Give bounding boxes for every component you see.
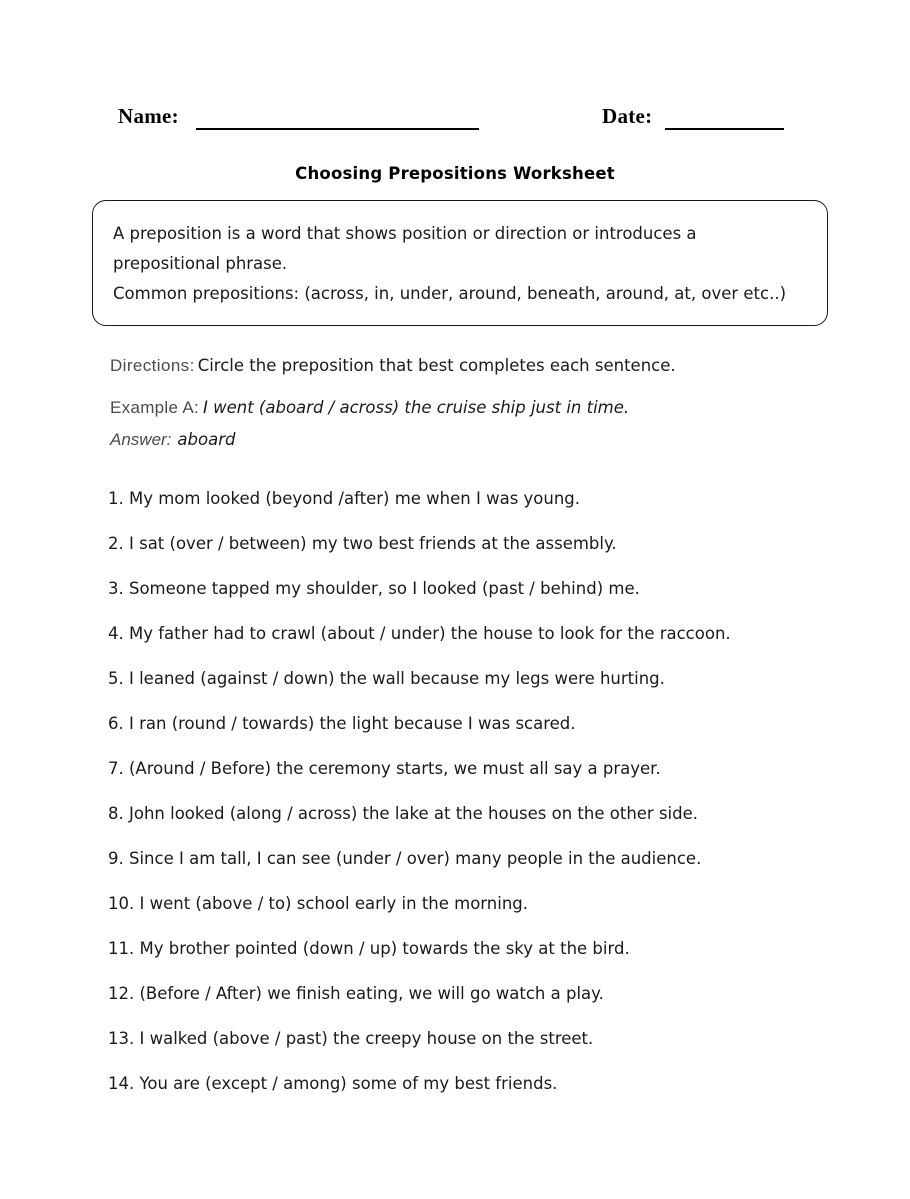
header-row [0,104,910,136]
name-blank-line[interactable] [196,128,479,130]
list-item: 12. (Before / After) we finish eating, we will go watch a play. [108,984,604,1003]
definition-line-1: A preposition is a word that shows position or direction or introduces a [113,224,697,243]
example-label: Example A: [110,398,199,417]
date-label: Date: [602,104,653,128]
list-item: 7. (Around / Before) the ceremony starts, we must all say a prayer. [108,759,661,778]
question-list [108,476,888,1106]
date-blank-line[interactable] [665,128,784,130]
example-text: I went (aboard / across) the cruise ship just in time. [203,398,630,417]
list-item: 4. My father had to crawl (about / under) the house to look for the raccoon. [108,624,731,643]
definition-line-3: Common prepositions: (across, in, under, around, beneath, around, at, over etc..) [113,284,787,303]
answer-label: Answer: [110,430,172,449]
list-item: 1. My mom looked (beyond /after) me when I was young. [108,489,581,508]
list-item: 2. I sat (over / between) my two best friends at the assembly. [108,534,617,553]
list-item: 6. I ran (round / towards) the light because I was scared. [108,714,576,733]
page-title: Choosing Prepositions Worksheet [295,164,615,183]
list-item: 14. You are (except / among) some of my best friends. [108,1074,558,1093]
list-item: 13. I walked (above / past) the creepy house on the street. [108,1029,594,1048]
directions-text: Circle the preposition that best completes each sentence. [197,356,676,375]
directions-label: Directions: [110,356,195,375]
answer-row [110,430,870,458]
name-label: Name: [118,104,179,128]
definition-line-2: prepositional phrase. [113,254,288,273]
directions-row [110,356,870,384]
definition-box [92,200,828,326]
list-item: 8. John looked (along / across) the lake at the houses on the other side. [108,804,699,823]
answer-text: aboard [177,430,236,449]
example-row [110,398,870,426]
list-item: 10. I went (above / to) school early in the morning. [108,894,529,913]
list-item: 9. Since I am tall, I can see (under / over) many people in the audience. [108,849,702,868]
list-item: 3. Someone tapped my shoulder, so I looked (past / behind) me. [108,579,640,598]
list-item: 5. I leaned (against / down) the wall because my legs were hurting. [108,669,665,688]
list-item: 11. My brother pointed (down / up) towards the sky at the bird. [108,939,630,958]
